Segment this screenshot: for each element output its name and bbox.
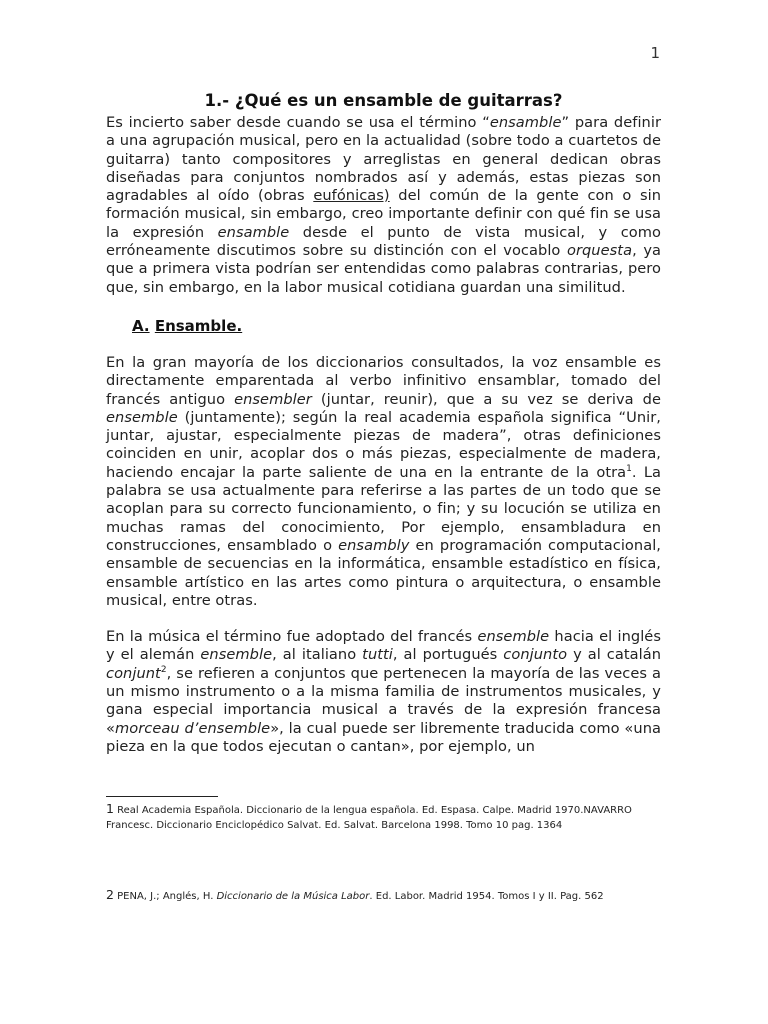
footnote-1-text: Real Academia Española. Diccionario de la lengua española. Ed. Espasa. Calpe. Madrid 1970.NAVARRO Francesc. Diccionario Enciclopédico Salvat. Ed. Salvat. Barcelona 1998. Tomo 10 pag. 1364 [106,805,632,831]
footnote-separator [106,796,218,797]
footnote-ref-2[interactable]: 2 [160,664,167,675]
footnote-2: 2 PENA, J.; Anglés, H. Diccionario de la Música Labor. Ed. Labor. Madrid 1954. Tomos I y II. Pag. 562 [106,887,604,902]
intro-paragraph: Es incierto saber desde cuando se usa el término “ensamble” para definir a una agrupación musical, pero en la actualidad (sobre todo a cuartetos de guitarra) tanto compositores y arreglistas en general dedican obras diseñadas para conjuntos nombrados así y además, estas piezas son agradables al oído (obras eufónicas) del común de la gente con o sin formación musical, sin embargo, creo importante definir con qué fin se usa la expresión ensamble desde el punto de vista musical, y como erróneamente discutimos sobre su distinción con el vocablo orquesta, ya que a primera vista podrían ser entendidas como palabras contrarias, pero que, sin embargo, en la labor musical cotidiana guardan una similitud. [106,114,661,296]
footnote-2-book-title: Diccionario de la Música Labor [216,891,370,902]
page-title: 1.- ¿Qué es un ensamble de guitarras? [204,91,563,110]
footnote-1-number: 1 [106,801,114,816]
ensamble-paragraph: En la gran mayoría de los diccionarios consultados, la voz ensamble es directamente emparentada al verbo infinitivo ensamblar, tomado del francés antiguo ensembler (juntar, reunir), que a su vez se deriva de ensemble (juntamente); según la real academia española significa “Unir, juntar, ajustar, especialmente piezas de madera”, otras definiciones coinciden en unir, acoplar dos o más piezas, especialmente de madera, haciendo encajar la parte saliente de una en la entrante de la otra$^1$. La palabra se usa actualmente para referirse a las partes de un todo que se acoplan para su correcto funcionamiento, o fin; y su locución se utiliza en muchas ramas del conocimiento, Por ejemplo, ensambladura en construcciones, ensamblado o ensambly en programación computacional, ensamble de secuencias en la informática, ensamble estadístico en física, ensamble artístico en las artes como pintura o arquitectura, o ensamble musical, entre otras. [106,353,661,609]
music-paragraph: En la música el término fue adoptado del francés ensemble hacia el inglés y el alemán ensemble, al italiano tutti, al portugués conjunto y al catalán conjunt$^2$, se refieren a conjuntos que pertenecen la mayoría de las veces a un mismo instrumento o a la misma familia de instrumentos musicales, y gana especial importancia musical a través de la expresión francesa «morceau d’ensemble», la cual puede ser libremente traducida como «una pieza en la que todos ejecutan o cantan», por ejemplo, un [106,628,662,755]
footnote-2-number: 2 [106,887,114,902]
footnote-1 [106,801,666,833]
page-number: 1 [650,44,660,62]
footnote-ref-1[interactable]: 1 [626,463,632,474]
section-a-heading [132,316,661,336]
section-a-title: Ensamble. [154,316,243,335]
document-body [106,90,661,756]
section-a-letter: A. [132,316,150,335]
